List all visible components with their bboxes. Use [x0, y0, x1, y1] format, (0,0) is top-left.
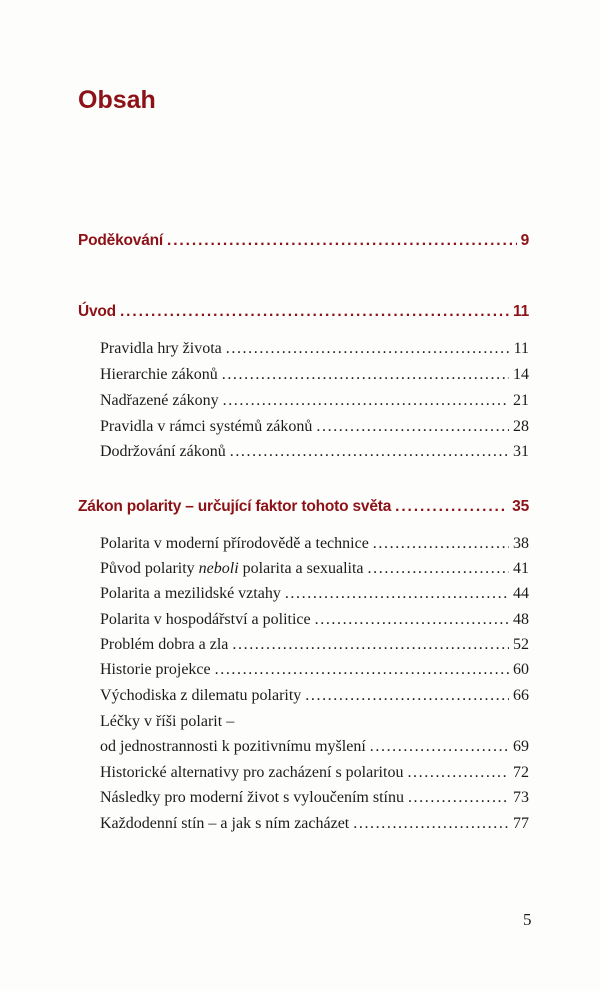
toc-page-number: 35: [512, 498, 529, 515]
dot-leader: [370, 738, 509, 756]
toc-page-number: 38: [513, 535, 529, 552]
toc-page-number: 77: [513, 815, 529, 832]
dot-leader: [315, 611, 509, 629]
page-number: 5: [523, 910, 532, 929]
toc-entry[interactable]: [100, 585, 529, 603]
toc-entry-title: Každodenní stín – a jak s ním zacházet: [100, 815, 350, 832]
toc-page-number: 72: [513, 764, 529, 781]
toc-section-title: Zákon polarity – určující faktor tohoto světa: [78, 498, 392, 515]
toc-section-uvod[interactable]: [78, 303, 529, 321]
toc-entry-title: Historie projekce: [100, 661, 211, 678]
toc-page-number: 11: [513, 340, 529, 357]
toc-entry-title: Hierarchie zákonů: [100, 366, 218, 383]
toc-page-number: 52: [513, 636, 529, 653]
dot-leader: [226, 340, 510, 358]
dot-leader: [395, 498, 508, 516]
toc-entry[interactable]: [100, 443, 529, 461]
toc-entry-title: Dodržování zákonů: [100, 443, 226, 460]
dot-leader: [368, 560, 509, 578]
toc-section-title: Poděkování: [78, 232, 163, 249]
dot-leader: [120, 303, 509, 321]
dot-leader: [223, 392, 509, 410]
toc-entry-title: Historické alternativy pro zacházení s polaritou: [100, 764, 404, 781]
dot-leader: [408, 789, 509, 807]
toc-page-number: 48: [513, 611, 529, 628]
toc-entry[interactable]: [100, 366, 529, 384]
toc-entry[interactable]: [100, 789, 529, 807]
toc-page-number: 28: [513, 418, 529, 435]
dot-leader: [353, 815, 509, 833]
toc-page-number: 31: [513, 443, 529, 460]
dot-leader: [215, 661, 509, 679]
toc-entry-title: od jednostrannosti k pozitivnímu myšlení: [100, 738, 366, 755]
toc-section-polarita[interactable]: [78, 498, 529, 516]
toc-entry-title: [100, 560, 364, 578]
toc-page-number: 73: [513, 789, 529, 806]
toc-page-number: 66: [513, 687, 529, 704]
toc-entry-title: Pravidla hry života: [100, 340, 222, 357]
toc-entry[interactable]: [100, 636, 529, 654]
toc-entry[interactable]: [100, 392, 529, 410]
dot-leader: [373, 535, 509, 553]
dot-leader: [167, 232, 517, 250]
toc-section-title: Úvod: [78, 303, 116, 320]
toc-entry-title: Následky pro moderní život s vyloučením stínu: [100, 789, 404, 806]
dot-leader: [407, 764, 509, 782]
toc-entry-title: Polarita a mezilidské vztahy: [100, 585, 281, 602]
dot-leader: [305, 687, 509, 705]
dot-leader: [222, 366, 509, 384]
toc-entry-title: Polarita v moderní přírodovědě a technice: [100, 535, 369, 552]
toc-entry-title: Pravidla v rámci systémů zákonů: [100, 418, 313, 435]
toc-entry[interactable]: [100, 661, 529, 679]
toc-page-number: 9: [520, 232, 529, 249]
dot-leader: [230, 443, 509, 461]
toc-entry-title: Polarita v hospodářství a politice: [100, 611, 311, 628]
toc-entry[interactable]: [100, 687, 529, 705]
toc-page-number: 69: [513, 738, 529, 755]
toc-entry-title-line1: Léčky v říši polarit –: [100, 713, 235, 730]
dot-leader: [316, 418, 509, 436]
toc-page-number: 11: [513, 303, 529, 320]
toc-entry[interactable]: [100, 418, 529, 436]
toc-page-number: 44: [513, 585, 529, 602]
toc-page-number: 60: [513, 661, 529, 678]
toc-page-number: 14: [513, 366, 529, 383]
toc-entry-title-emphasis: neboli: [198, 560, 239, 577]
toc-entry-title-part: polarita a sexualita: [238, 560, 364, 577]
toc-entry[interactable]: [100, 340, 529, 358]
toc-section-podekovani[interactable]: [78, 232, 529, 250]
toc-entry-title: Problém dobra a zla: [100, 636, 229, 653]
toc-entry[interactable]: [100, 738, 529, 756]
page-title: Obsah: [78, 86, 156, 114]
toc-entry[interactable]: [100, 611, 529, 629]
dot-leader: [285, 585, 509, 603]
dot-leader: [232, 636, 509, 654]
toc-entry-title: Nadřazené zákony: [100, 392, 219, 409]
toc-entry[interactable]: [100, 535, 529, 553]
toc-page-number: 41: [513, 560, 529, 577]
toc-page-number: 21: [513, 392, 529, 409]
toc-entry-title: Východiska z dilematu polarity: [100, 687, 302, 704]
toc-entry[interactable]: [100, 764, 529, 782]
toc-entry[interactable]: [100, 560, 529, 578]
toc-entry[interactable]: [100, 815, 529, 833]
toc-entry-title-part: Původ polarity: [100, 560, 199, 577]
